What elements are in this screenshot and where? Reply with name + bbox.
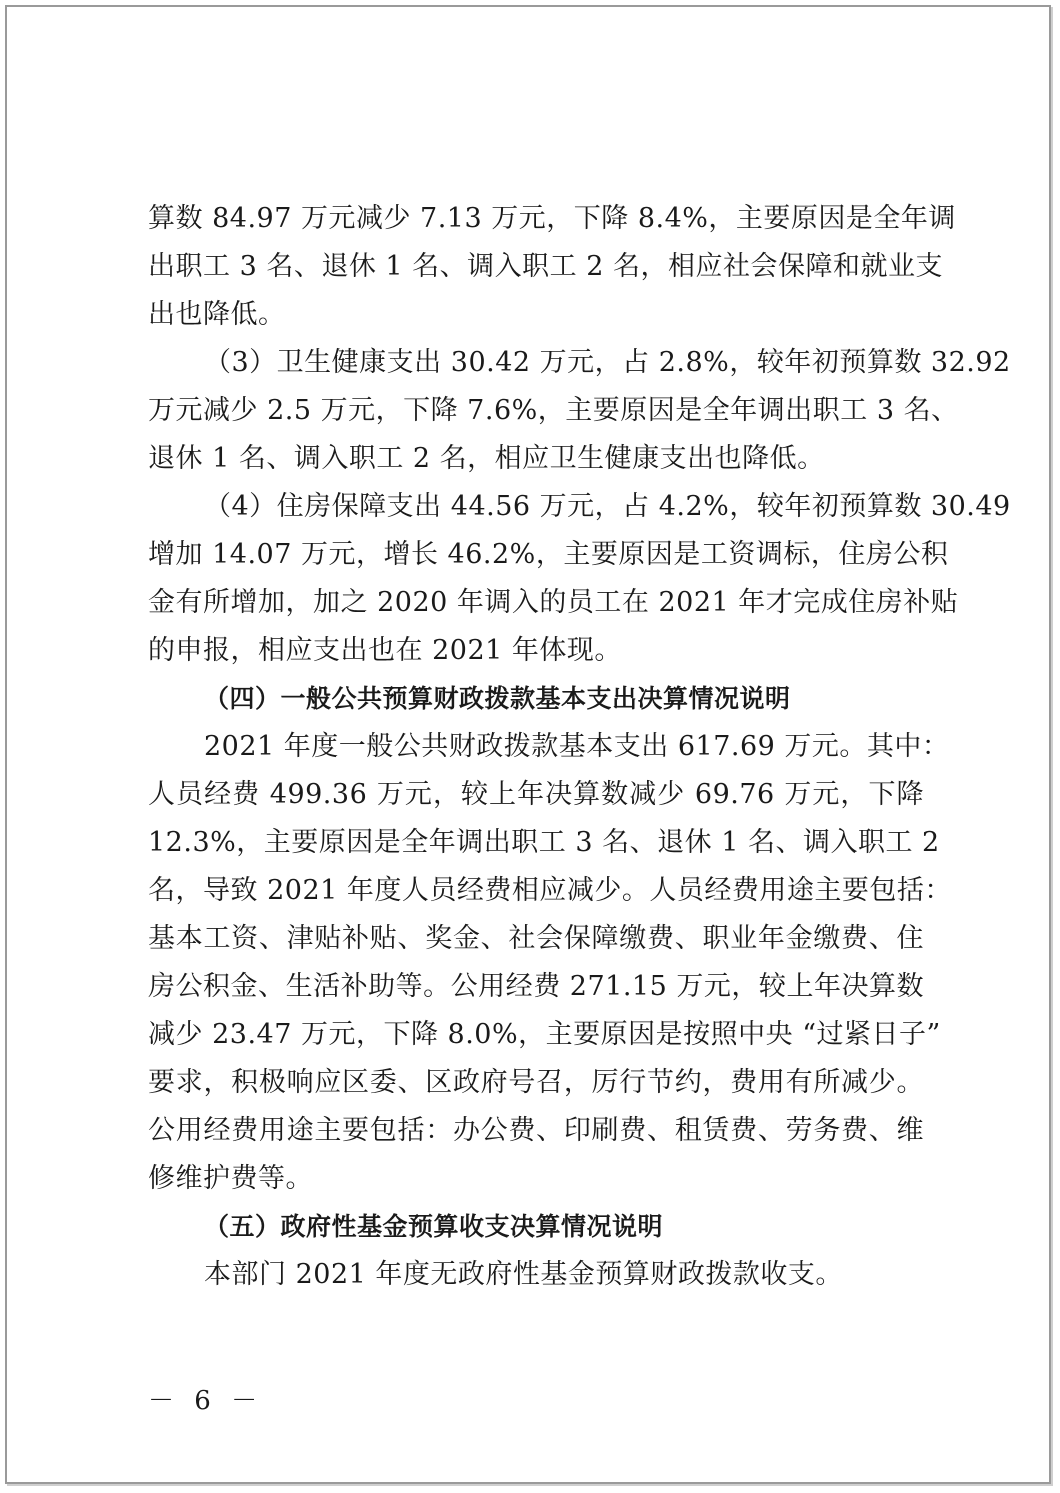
body-line: 房公积金、生活补助等。公用经费 271.15 万元，较上年决算数 xyxy=(148,971,924,1002)
body-line: 要求，积极响应区委、区政府号召，厉行节约，费用有所减少。 xyxy=(148,1067,924,1098)
body-line: 万元减少 2.5 万元，下降 7.6%，主要原因是全年调出职工 3 名、 xyxy=(148,395,959,426)
body-line: 出职工 3 名、退休 1 名、调入职工 2 名，相应社会保障和就业支 xyxy=(148,251,944,282)
body-line: 减少 23.47 万元，下降 8.0%，主要原因是按照中央 “过紧日子” xyxy=(148,1019,941,1050)
body-line: 金有所增加，加之 2020 年调入的员工在 2021 年才完成住房补贴 xyxy=(148,587,959,618)
body-line: （3）卫生健康支出 30.42 万元，占 2.8%，较年初预算数 32.92 xyxy=(204,347,1011,378)
section-heading: （五）政府性基金预算收支决算情况说明 xyxy=(204,1212,664,1241)
body-line: 算数 84.97 万元减少 7.13 万元，下降 8.4%，主要原因是全年调 xyxy=(148,203,956,234)
body-line: 12.3%，主要原因是全年调出职工 3 名、退休 1 名、调入职工 2 xyxy=(148,827,940,858)
body-line: 本部门 2021 年度无政府性基金预算财政拨款收支。 xyxy=(204,1259,843,1290)
section-heading: （四）一般公共预算财政拨款基本支出决算情况说明 xyxy=(204,684,791,713)
body-line: 名，导致 2021 年度人员经费相应减少。人员经费用途主要包括： xyxy=(148,875,952,906)
body-line: （4）住房保障支出 44.56 万元，占 4.2%，较年初预算数 30.49 xyxy=(204,491,1011,522)
body-line: 退休 1 名、调入职工 2 名，相应卫生健康支出也降低。 xyxy=(148,443,825,474)
body-line: 增加 14.07 万元，增长 46.2%，主要原因是工资调标，住房公积 xyxy=(148,539,949,570)
body-line: 2021 年度一般公共财政拨款基本支出 617.69 万元。其中： xyxy=(204,731,950,762)
body-line: 修维护费等。 xyxy=(148,1163,313,1194)
document-body xyxy=(148,195,1011,1299)
body-line: 基本工资、津贴补贴、奖金、社会保障缴费、职业年金缴费、住 xyxy=(148,923,924,954)
body-line: 公用经费用途主要包括：办公费、印刷费、租赁费、劳务费、维 xyxy=(148,1115,924,1146)
page-number: － 6 － xyxy=(148,1386,264,1416)
body-line: 出也降低。 xyxy=(148,299,286,330)
body-line: 的申报，相应支出也在 2021 年体现。 xyxy=(148,635,622,666)
body-line: 人员经费 499.36 万元，较上年决算数减少 69.76 万元，下降 xyxy=(148,779,924,810)
